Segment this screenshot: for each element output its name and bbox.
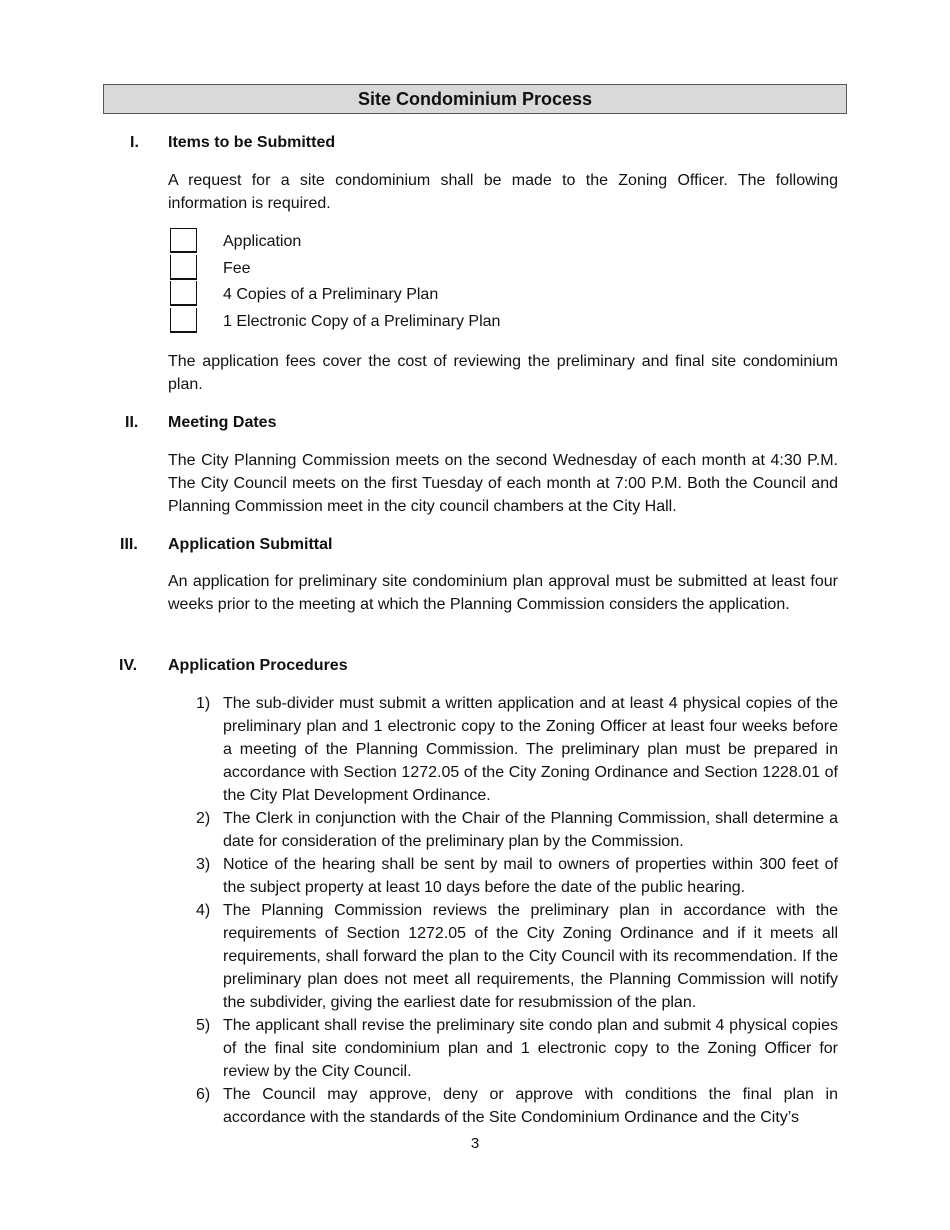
list-item-text: The applicant shall revise the preliminary site condo plan and submit 4 physical copies of the final site condominium plan and 1 electronic copy to the Zoning Officer for review by the City Council. <box>223 1017 838 1080</box>
checkbox[interactable] <box>170 255 197 280</box>
page-number: 3 <box>470 1135 480 1152</box>
section-title: Items to be Submitted <box>168 134 336 151</box>
list-item <box>196 1083 838 1129</box>
section-title: Meeting Dates <box>168 414 277 431</box>
list-item <box>196 853 838 899</box>
checklist-label: 1 Electronic Copy of a Preliminary Plan <box>223 312 501 330</box>
section-heading-items <box>0 131 950 154</box>
list-item-number: 4) <box>196 902 211 919</box>
checkbox[interactable] <box>170 281 197 306</box>
section-number: I. <box>130 134 139 151</box>
section-number: IV. <box>119 657 138 674</box>
list-item <box>196 807 838 853</box>
checklist-item <box>168 228 838 255</box>
checklist-label: Fee <box>223 259 251 277</box>
checklist-item <box>168 308 838 335</box>
list-item-number: 1) <box>196 695 211 712</box>
list-item-text: The sub-divider must submit a written application and at least 4 physical copies of the preliminary plan and 1 electronic copy to the Zoning Officer at least four weeks before a meeting of the Planning Commission. The preliminary plan must be prepared in accordance with Section 1272.05 of the City Zoning Ordinance and Section 1228.01 of the City Plat Development Ordinance. <box>223 695 838 804</box>
meeting-dates-paragraph: The City Planning Commission meets on the second Wednesday of each month at 4:30 P.M. The City Council meets on the first Tuesday of each month at 7:00 P.M. Both the Council and Planning Commission meet in the city council chambers at the City Hall. <box>168 452 838 515</box>
section-heading-meeting-dates <box>0 411 950 434</box>
list-item <box>196 692 838 807</box>
section-title: Application Procedures <box>168 657 348 674</box>
list-item <box>196 899 838 1014</box>
list-item-text: Notice of the hearing shall be sent by mail to owners of properties within 300 feet of the subject property at least 10 days before the date of the public hearing. <box>223 856 838 896</box>
list-item-text: The Council may approve, deny or approve with conditions the final plan in accordance with the standards of the Site Condominium Ordinance and the City’s <box>223 1086 838 1126</box>
list-item-text: The Planning Commission reviews the preliminary plan in accordance with the requirements of Section 1272.05 of the City Zoning Ordinance and if it meets all requirements, shall forward the plan to the City Council with its recommendation. If the preliminary plan does not meet all requirements, the Planning Commission will notify the subdivider, giving the earliest date for resubmission of the plan. <box>223 902 838 1011</box>
items-intro-paragraph: A request for a site condominium shall be made to the Zoning Officer. The following information is required. <box>168 172 838 212</box>
list-item-number: 3) <box>196 856 211 873</box>
checklist-label: Application <box>223 233 302 250</box>
checklist-item <box>168 281 838 308</box>
section-number: II. <box>125 414 139 431</box>
checklist-item <box>168 255 838 282</box>
section-heading-submittal <box>0 533 950 556</box>
fees-paragraph: The application fees cover the cost of reviewing the preliminary and final site condominium plan. <box>168 353 838 393</box>
list-item-text: The Clerk in conjunction with the Chair of the Planning Commission, shall determine a date for consideration of the preliminary plan by the Commission. <box>223 810 838 850</box>
submission-checklist <box>168 228 838 334</box>
section-number: III. <box>120 536 138 553</box>
procedures-list <box>196 692 838 1129</box>
page-title: Site Condominium Process <box>103 84 847 114</box>
section-title: Application Submittal <box>168 536 333 553</box>
checkbox[interactable] <box>170 308 197 333</box>
section-heading-procedures <box>0 654 950 677</box>
checklist-label: 4 Copies of a Preliminary Plan <box>223 286 439 303</box>
list-item <box>196 1014 838 1083</box>
submittal-paragraph: An application for preliminary site condominium plan approval must be submitted at least four weeks prior to the meeting at which the Planning Commission considers the application. <box>168 573 838 613</box>
checkbox[interactable] <box>170 228 197 253</box>
list-item-number: 2) <box>196 810 211 827</box>
list-item-number: 6) <box>196 1086 211 1103</box>
list-item-number: 5) <box>196 1017 211 1034</box>
